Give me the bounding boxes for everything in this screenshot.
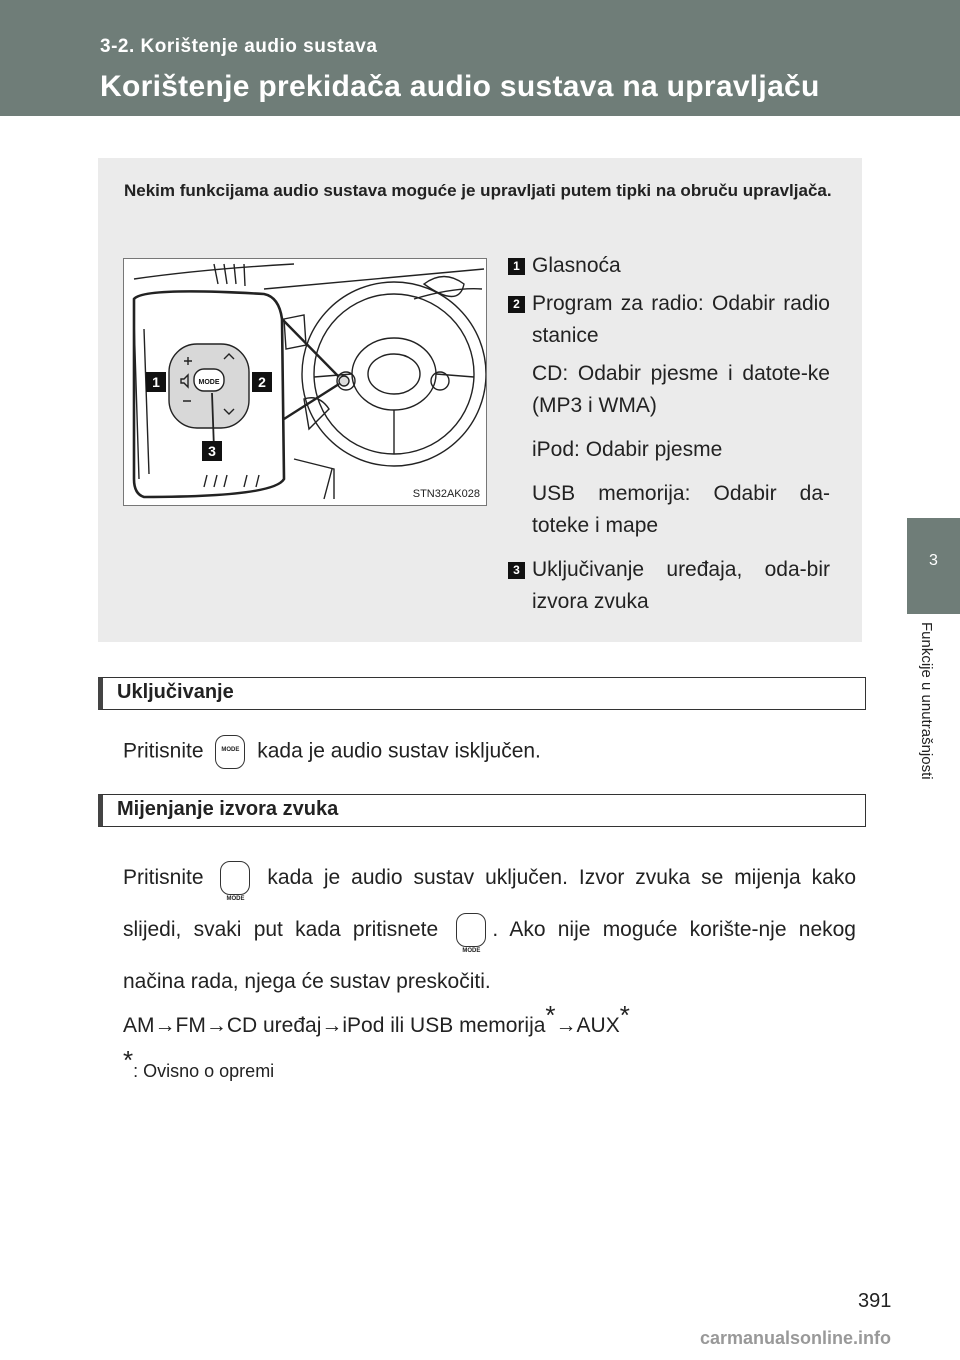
- steering-wheel-figure: [123, 258, 487, 506]
- asterisk: *: [123, 1045, 134, 1075]
- footnote-text: : Ovisno o opremi: [133, 1061, 275, 1081]
- power-instruction: [123, 735, 541, 769]
- callout-number-2: 2: [258, 374, 266, 390]
- page-title: Korištenje prekidača audio sustava na upravljaču: [100, 70, 820, 103]
- legend-item-1: [508, 250, 830, 282]
- chapter-title-text: Funkcije u unutrašnjosti: [918, 622, 935, 780]
- instruction-text: Pritisnite: [123, 866, 204, 889]
- legend-item-2: [508, 288, 830, 352]
- legend-text: Glasnoća: [532, 254, 621, 277]
- chapter-tab[interactable]: [907, 518, 960, 614]
- section-heading-source: [98, 794, 866, 827]
- legend-text: Program za radio: Odabir radio stanice: [532, 292, 830, 347]
- instruction-text: kada je audio sustav isključen.: [257, 739, 541, 763]
- mode-button-icon: [220, 861, 250, 895]
- legend-subitem: iPod: Odabir pjesme: [532, 438, 723, 461]
- legend-subitem: USB memorija: Odabir da-toteke i mape: [532, 482, 830, 537]
- callout-number-3: 3: [208, 443, 216, 459]
- page-number: 391: [858, 1290, 892, 1312]
- sequence-text: AM→FM→CD uređaj→iPod ili USB memorija: [123, 1014, 546, 1037]
- figure-legend: [508, 250, 830, 624]
- footnote: [123, 1045, 274, 1082]
- source-sequence: [123, 1000, 630, 1038]
- callout-number-1: 1: [152, 374, 160, 390]
- chapter-title: [917, 622, 937, 852]
- figure-code: STN32AK028: [412, 488, 480, 500]
- legend-item-3: [508, 554, 830, 618]
- chapter-number: 3: [929, 552, 938, 569]
- sequence-text: →AUX: [555, 1014, 620, 1037]
- instruction-text: kada je audio sustav uključen. Izvor zvuka se mijenja kako slijedi, svaki put kada pritisnete: [123, 866, 857, 941]
- legend-badge-1: 1: [508, 258, 525, 275]
- asterisk: *: [545, 1000, 556, 1030]
- section-heading-text: Uključivanje: [117, 681, 234, 703]
- mode-button-label: MODE: [198, 379, 220, 386]
- intro-text: Nekim funkcijama audio sustava moguće je upravljati putem tipki na obruču upravljača.: [124, 181, 832, 200]
- legend-text: Uključivanje uređaja, oda-bir izvora zvuka: [532, 558, 830, 613]
- legend-badge-3: 3: [508, 562, 525, 579]
- section-heading-power: [98, 677, 866, 710]
- section-number: 3-2. Korištenje audio sustava: [100, 36, 378, 57]
- instruction-text: . Ako nije moguće korište-nje nekog načina rada, njega će sustav preskočiti.: [123, 918, 856, 993]
- asterisk: *: [619, 1000, 630, 1030]
- steering-wheel-illustration: [124, 259, 486, 505]
- mode-button-icon: [456, 913, 486, 947]
- intro-box: [98, 158, 862, 642]
- page-header: [0, 0, 960, 116]
- section-heading-text: Mijenjanje izvora zvuka: [117, 798, 339, 820]
- source-instruction: [123, 852, 856, 1008]
- watermark[interactable]: carmanualsonline.info: [700, 1328, 892, 1348]
- instruction-text: Pritisnite: [123, 739, 204, 763]
- legend-badge-2: 2: [508, 296, 525, 313]
- legend-subitem: CD: Odabir pjesme i datote-ke (MP3 i WMA): [532, 362, 830, 417]
- mode-button-icon: [215, 735, 245, 769]
